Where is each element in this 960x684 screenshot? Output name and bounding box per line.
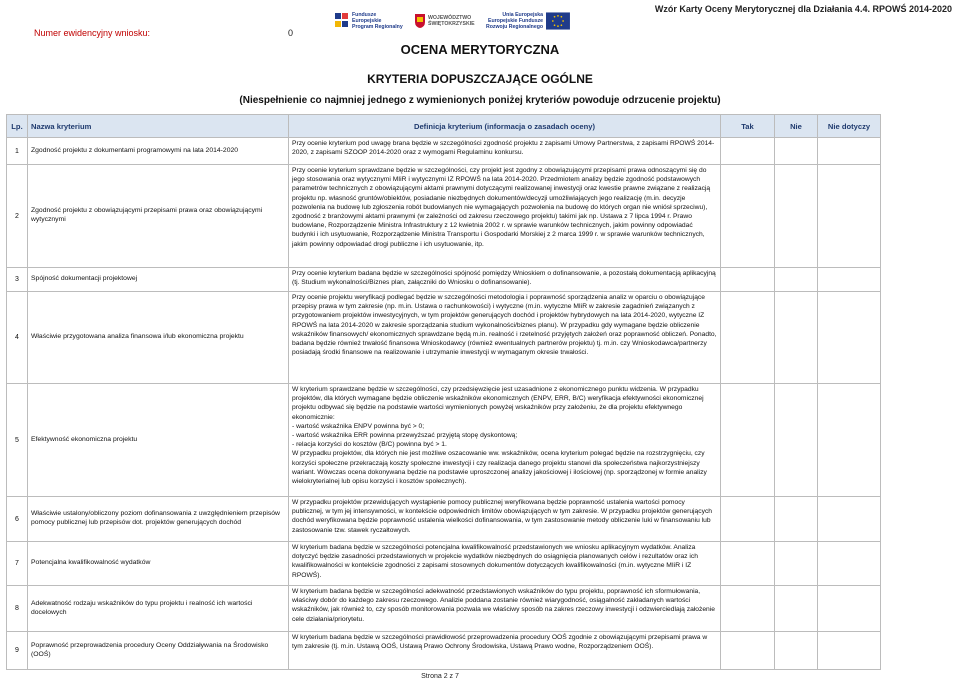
criterion-definition: Przy ocenie kryterium pod uwagę brana będzie w szczególności zgodność projektu z zapisami Umowy Partnerstwa, z zapisami RPOWŚ 2014-2020, z zapisami SZOOP 2014-2020 oraz z wymogami Regulaminu konkursu.	[289, 138, 721, 165]
nie-cell[interactable]	[775, 586, 818, 632]
row-number: 7	[7, 542, 28, 586]
criterion-definition: Przy ocenie kryterium badana będzie w szczególności spójność pomiędzy Wnioskiem o dofinansowanie, a pozostałą dokumentacją aplikacyjną (tj. Studium wykonalności/Biznes plan, załączniki do Wniosku o dofinansowanie).	[289, 268, 721, 292]
row-number: 4	[7, 292, 28, 384]
col-header-nie: Nie	[775, 115, 818, 138]
document-title: Wzór Karty Oceny Merytorycznej dla Działania 4.4. RPOWŚ 2014-2020	[654, 4, 952, 14]
table-row	[7, 292, 881, 384]
row-number: 8	[7, 586, 28, 632]
nie-cell[interactable]	[775, 292, 818, 384]
nie-dotyczy-cell[interactable]	[818, 384, 881, 497]
table-row	[7, 586, 881, 632]
tak-cell[interactable]	[721, 497, 775, 542]
nie-cell[interactable]	[775, 138, 818, 165]
evidence-number-value: 0	[288, 28, 294, 38]
table-row	[7, 138, 881, 165]
row-number: 2	[7, 165, 28, 268]
page-number: Strona 2 z 7	[421, 673, 459, 680]
table-row	[7, 542, 881, 586]
evidence-number-label: Numer ewidencyjny wniosku:	[34, 28, 151, 38]
criterion-name: Zgodność projektu z dokumentami programowymi na lata 2014-2020	[28, 138, 289, 165]
col-header-definition: Definicja kryterium (informacja o zasadach oceny)	[289, 115, 721, 138]
criterion-definition: W kryterium badana będzie w szczególności prawidłowość przeprowadzenia procedury OOŚ zgodnie z obowiązującymi przepisami prawa w tym zakresie (tj. m.in. Ustawą OOŚ, Ustawą Prawo Ochrony Środowiska, Ustawą Prawo wodne, Rozporządzeniem OOŚ).	[289, 632, 721, 670]
page-title: OCENA MERYTORYCZNA	[400, 42, 560, 57]
criteria-table	[6, 114, 881, 670]
nie-cell[interactable]	[775, 268, 818, 292]
nie-dotyczy-cell[interactable]	[818, 542, 881, 586]
fe-star-icon	[334, 11, 350, 31]
table-row	[7, 165, 881, 268]
criterion-name: Zgodność projektu z obowiązującymi przepisami prawa oraz obowiązującymi wytycznymi	[28, 165, 289, 268]
tak-cell[interactable]	[721, 632, 775, 670]
criterion-definition: W kryterium badana będzie w szczególności adekwatność przedstawionych wskaźników do typu projektu, poprawność ich sformułowania, właściwy dobór do każdego zakresu rzeczowego. Analizie poddana zostanie również wiarygodność, osiągalność zakładanych wartości wskaźników, jak również to, czy sposób monitorowania pozwala we właściwy sposób na zakres rzeczowy inwestycji i odzwierciedlają założenie cele działania/priorytetu.	[289, 586, 721, 632]
criterion-name: Potencjalna kwalifikowalność wydatków	[28, 542, 289, 586]
criterion-definition: Przy ocenie projektu weryfikacji podlegać będzie w szczególności metodologia i poprawność sporządzenia analiz w oparciu o obowiązujące przepisy prawa w tym zakresie (np. m.in. Ustawa o rachunkowości) i wytyczne (m.in. wytyczne MIiR w zakresie zagadnień związanych z przygotowaniem projektów inwestycyjnych, w tym projektów generujących dochód i projektów hybrydowych na lata 2014-2020, wytyczne IZ RPOWŚ na lata 2014-2020 w zakresie sporządzania studium wykonalności/biznes planu). W przypadku gdy wymagane będzie obliczenie wskaźników finansowych/ ekonomicznych sprawdzane będą m.in. realność i rzetelność przyjętych założeń oraz poprawność obliczeń. Ponadto, badana będzie również trwałość finansowa Wnioskodawcy (również ewentualnych partnerów projektu) tj. m.in. czy Wnioskodawca/partnerzy posiadają środki finansowe na realizowanie i utrzymanie inwestycji w wymaganym okresie trwałości.	[289, 292, 721, 384]
row-number: 6	[7, 497, 28, 542]
swietokrzyskie-logo: WOJEWÓDZTWO ŚWIĘTOKRZYSKIE	[414, 8, 478, 34]
row-number: 3	[7, 268, 28, 292]
nie-dotyczy-cell[interactable]	[818, 292, 881, 384]
eu-flag-icon	[546, 11, 570, 31]
page-note: (Niespełnienie co najmniej jednego z wymienionych poniżej kryteriów powoduje odrzucenie projektu)	[239, 95, 721, 106]
criterion-name: Adekwatność rodzaju wskaźników do typu projektu i realność ich wartości docelowych	[28, 586, 289, 632]
row-number: 9	[7, 632, 28, 670]
nie-dotyczy-cell[interactable]	[818, 138, 881, 165]
criterion-name: Efektywność ekonomiczna projektu	[28, 384, 289, 497]
fundusze-europejskie-logo: Fundusze Europejskie Program Regionalny	[334, 8, 404, 34]
col-header-nie-dotyczy: Nie dotyczy	[818, 115, 881, 138]
tak-cell[interactable]	[721, 138, 775, 165]
row-number: 1	[7, 138, 28, 165]
nie-cell[interactable]	[775, 632, 818, 670]
nie-cell[interactable]	[775, 497, 818, 542]
tak-cell[interactable]	[721, 384, 775, 497]
unia-europejska-logo: Unia Europejska Europejskie Fundusze Rozwoju Regionalnego	[486, 8, 570, 34]
logo-bar	[334, 8, 570, 34]
tak-cell[interactable]	[721, 165, 775, 268]
coat-of-arms-icon	[414, 13, 426, 29]
criterion-definition: W przypadku projektów przewidujących wystąpienie pomocy publicznej weryfikowana będzie poprawność ustalenia wartości pomocy publicznej, w tym jej intensywności, w kontekście odpowiednich limitów obowiązujących w tym zakresie. W przypadku projektów generujących dochód weryfikowana będzie poprawność ustalenia wielkości dofinansowania, w tym zastosowanie metody obliczenie luki w finansowaniu lub zastosowanie tzw. stawek ryczałtowych.	[289, 497, 721, 542]
criterion-name: Właściwie ustalony/obliczony poziom dofinansowania z uwzględnieniem przepisów pomocy publicznej lub przepisów dot. projektów generujących dochód	[28, 497, 289, 542]
nie-dotyczy-cell[interactable]	[818, 632, 881, 670]
nie-dotyczy-cell[interactable]	[818, 586, 881, 632]
nie-cell[interactable]	[775, 384, 818, 497]
tak-cell[interactable]	[721, 292, 775, 384]
col-header-name: Nazwa kryterium	[28, 115, 289, 138]
col-header-lp: Lp.	[7, 115, 28, 138]
tak-cell[interactable]	[721, 586, 775, 632]
table-row	[7, 497, 881, 542]
page-subtitle: KRYTERIA DOPUSZCZAJĄCE OGÓLNE	[367, 72, 593, 86]
criterion-name: Poprawność przeprowadzenia procedury Oceny Oddziaływania na Środowisko (OOŚ)	[28, 632, 289, 670]
table-header-row	[7, 115, 881, 138]
nie-dotyczy-cell[interactable]	[818, 165, 881, 268]
criterion-definition: Przy ocenie kryterium sprawdzane będzie w szczególności, czy projekt jest zgodny z obowiązującymi przepisami prawa odnoszącymi się do jego stosowania oraz wytycznymi MIiR i wytycznymi IZ RPOWŚ na lata 2014-2020. Przedmiotem analizy będzie zgodność podstawowych parametrów technicznych z obowiązującymi aktami prawnymi dotyczącymi realizowanej inwestycji oraz kwestie prawne związane z realizacją projektu np. własność gruntów/obiektów, posiadanie niezbędnych dokumentów/decyzji umożliwiających jego realizację (m.in. decyzje pozwolenia na budowę lub zgłoszenia robót budowlanych nie wymagających pozwolenia na budowę do których organ nie wniósł sprzeciwu), zgodność z branżowymi aktami prawnymi (w zależności od zakresu rzeczowego projektu) takimi jak np. Ustawa z 7 lipca 1994 r. Prawo budowlane, Rozporządzenie Ministra Infrastruktury z 12 kwietnia 2002 r. w sprawie warunków technicznych, jakim powinny odpowiadać budynki i ich usytuowanie, Rozporządzenie Ministra Transportu i Gospodarki Morskiej z 2 marca 1999 r. w sprawie warunków technicznych, jakim powinny odpowiadać drogi publiczne i ich usytuowanie, itp.	[289, 165, 721, 268]
criterion-definition: W kryterium sprawdzane będzie w szczególności, czy przedsięwzięcie jest uzasadnione z ekonomicznego punktu widzenia. W przypadku projektów, dla których wymagane będzie obliczenie wskaźników ekonomicznych (ENPV, ERR, B/C) weryfikacja efektywności ekonomicznej projektu odbywać się będzie na podstawie wartości wymienionych powyżej wskaźników przy założeniu, że dla projektu efektywnego ekonomicznie: - wartość wskaźnika ENPV powinna być > 0; - wartość wskaźnika ERR powinna przewyższać przyjętą stopę dyskontową; - relacja korzyści do kosztów (B/C) powinna być > 1. W przypadku projektów, dla których nie jest możliwe oszacowanie ww. wskaźników, ocena kryterium polegać będzie na rozstrzygnięciu, czy korzyści społeczne przekraczają koszty społeczne inwestycji i czy realizacja danego projektu stanowi dla społeczeństwa najkorzystniejszy wariant. Wówczas ocena dokonywana będzie na podstawie uproszczonej analizy jakościowej i ilościowej (np. sporządzonej w formie analizy wielokryterialnej lub opisu korzyści i kosztów społecznych).	[289, 384, 721, 497]
table-row	[7, 632, 881, 670]
nie-cell[interactable]	[775, 165, 818, 268]
nie-dotyczy-cell[interactable]	[818, 268, 881, 292]
tak-cell[interactable]	[721, 542, 775, 586]
criterion-name: Właściwie przygotowana analiza finansowa i/lub ekonomiczna projektu	[28, 292, 289, 384]
tak-cell[interactable]	[721, 268, 775, 292]
criterion-name: Spójność dokumentacji projektowej	[28, 268, 289, 292]
criterion-definition: W kryterium badana będzie w szczególności potencjalna kwalifikowalność przedstawionych we wniosku aplikacyjnym wydatków. Analiza dotyczyć będzie zasadności przedstawionych w projekcie wydatków niezbędnych do osiągnięcia planowanych celów i rezultatów oraz ich kwalifikowalności w kontekście zgodności z zapisami stosownych dokumentów dotyczących kwalifikowalności (m.in. wytyczne MIiR i IZ RPOWŚ).	[289, 542, 721, 586]
nie-cell[interactable]	[775, 542, 818, 586]
table-row	[7, 384, 881, 497]
col-header-tak: Tak	[721, 115, 775, 138]
nie-dotyczy-cell[interactable]	[818, 497, 881, 542]
table-row	[7, 268, 881, 292]
row-number: 5	[7, 384, 28, 497]
